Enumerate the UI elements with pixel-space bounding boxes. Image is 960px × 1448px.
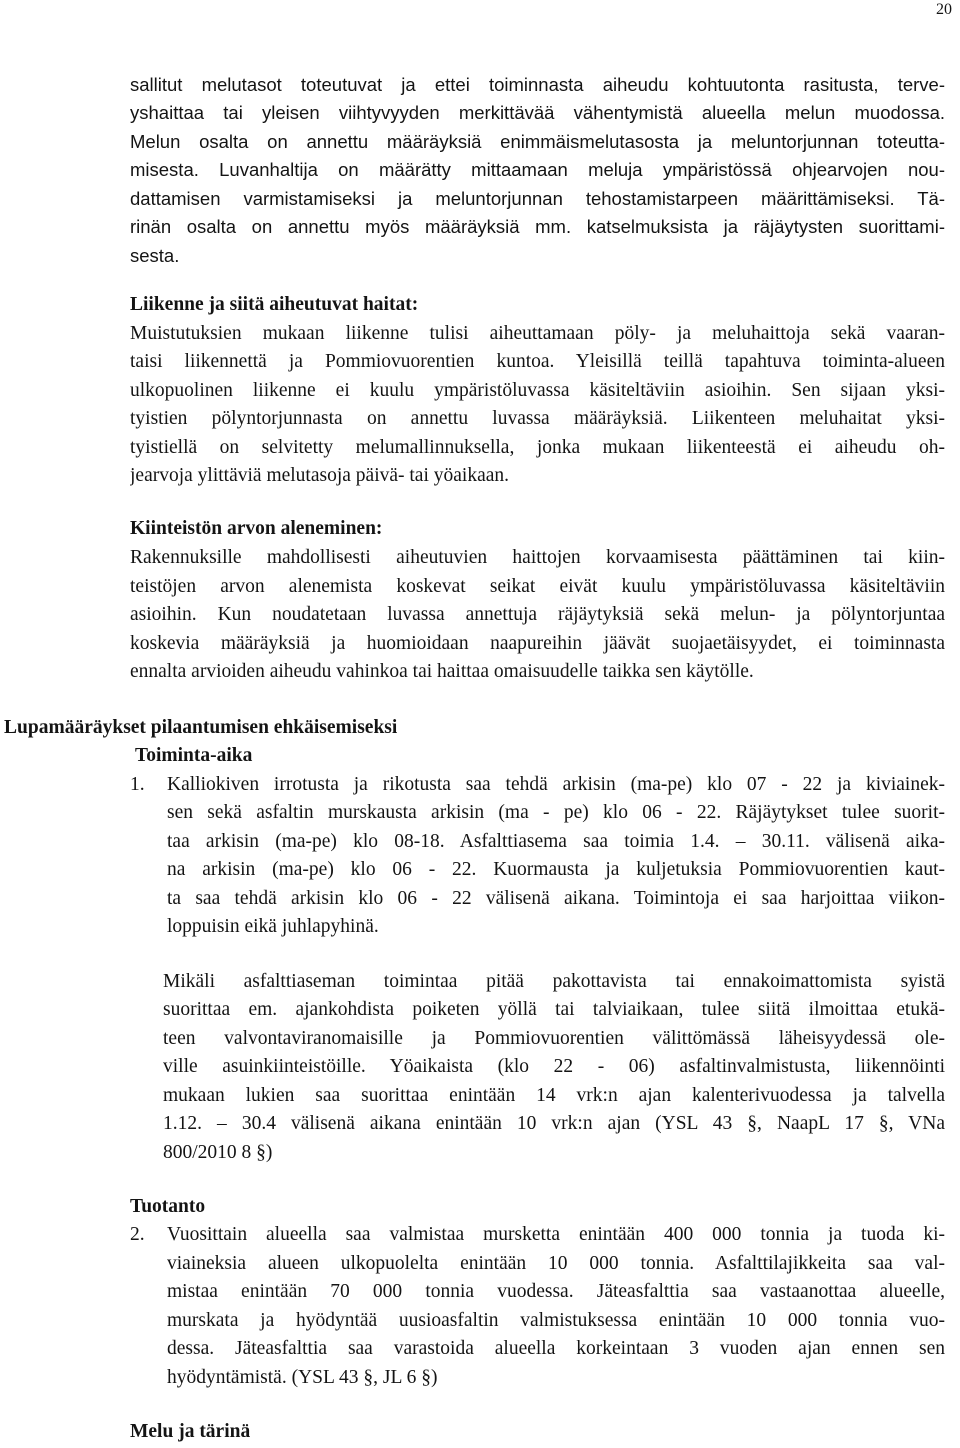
item-1-line: loppuisin eikä juhlapyhinä. — [167, 916, 379, 937]
traffic-line: tyistien pölyntorjunnasta on annettu luvassa määräyksiä. Liikenteen meluhaitat yksi- — [130, 408, 945, 429]
property-line: koskevia määräyksiä ja huomioidaan naapureihin jäävät suojaetäisyydet, ei toiminnasta — [130, 633, 945, 654]
item-1-line: ta saa tehdä arkisin klo 06 - 22 välisenä aikana. Toimintoja ei saa harjoittaa viikon- — [167, 888, 945, 909]
intro-line: sesta. — [130, 245, 180, 266]
item-number: 1. — [130, 774, 145, 795]
property-line: asioihin. Kun noudatetaan luvassa annettuja räjäytyksiä sekä melun- ja pölyntorjuntaa — [130, 604, 945, 625]
operating-time-heading: Toiminta-aika — [135, 745, 253, 766]
traffic-line: tyistiellä on selvitetty melumallinnuksella, jonka mukaan liikenteestä ei aiheudu oh- — [130, 437, 945, 458]
intro-line: yshaittaa tai yleisen viihtyvyyden merkittävää vähentymistä alueella melun muodossa. — [130, 102, 945, 123]
note-line: mukaan lukien saa suorittaa enintään 14 vrk:n ajan kalenterivuodessa ja talvella — [163, 1085, 945, 1106]
property-heading: Kiinteistön arvon aleneminen: — [130, 518, 383, 539]
item-1-line: sen sekä asfaltin murskausta arkisin (ma - pe) klo 06 - 22. Räjäytykset tulee suorit- — [167, 802, 945, 823]
traffic-line: ulkopuolinen liikenne ei kuulu ympäristöluvassa käsiteltäviin asioihin. Sen sijaan yksi- — [130, 380, 945, 401]
property-line: Rakennuksille mahdollisesti aiheutuvien haittojen korvaamisesta päättäminen tai kiin- — [130, 547, 945, 568]
item-2-line: murskata ja hyödyntää uusioasfaltin valmistuksessa enintään 10 000 tonnia vuo- — [167, 1310, 945, 1331]
intro-line: rinän osalta on annettu myös määräyksiä mm. katselmuksista ja räjäytysten suorittami- — [130, 216, 945, 237]
intro-line: sallitut melutasot toteutuvat ja ettei toiminnasta aiheudu kohtuutonta rasitusta, terve- — [130, 74, 945, 95]
note-line: teen valvontaviranomaisille ja Pommiovuorentien välittömässä läheisyydessä ole- — [163, 1028, 945, 1049]
permits-heading: Lupamääräykset pilaantumisen ehkäisemiseksi — [4, 717, 398, 738]
item-2-line: Vuosittain alueella saa valmistaa mursketta enintään 400 000 tonnia ja tuoda ki- — [167, 1224, 945, 1245]
page-number: 20 — [936, 1, 952, 18]
intro-line: dattamisen varmistamiseksi ja meluntorjunnan tehostamistarpeen määrittämiseksi. Tä- — [130, 188, 945, 209]
intro-line: misesta. Luvanhaltija on määrätty mittaamaan meluja ympäristössä ohjearvojen nou- — [130, 159, 945, 180]
noise-heading: Melu ja tärinä — [130, 1421, 251, 1442]
item-number: 2. — [130, 1224, 145, 1245]
note-line: 1.12. – 30.4 välisenä aikana enintään 10 vrk:n ajan (YSL 43 §, NaapL 17 §, VNa — [163, 1113, 945, 1134]
item-2-line: viaineksia alueen ulkopuolelta enintään 10 000 tonnia. Asfalttilajikkeita saa val- — [167, 1253, 945, 1274]
note-line: ville asuinkiinteistöille. Yöaikaista (klo 22 - 06) asfaltinvalmistusta, liikennöinti — [163, 1056, 945, 1077]
traffic-line: jearvoja ylittäviä melutasoja päivä- tai yöaikaan. — [130, 465, 510, 486]
item-2-line: mistaa enintään 70 000 tonnia vuodessa. Jäteasfalttia saa vastaanottaa alueelle, — [167, 1281, 945, 1302]
item-1-line: taa arkisin (ma-pe) klo 08-18. Asfalttiasema saa toimia 1.4. – 30.11. välisenä aika- — [167, 831, 945, 852]
traffic-line: taisi liikennettä ja Pommiovuorentien kuntoa. Yleisillä teillä tapahtuva toiminta-alueen — [130, 351, 945, 372]
traffic-heading: Liikenne ja siitä aiheutuvat haitat: — [130, 294, 419, 315]
note-line: suorittaa em. ajankohdista poiketen yöllä tai talviaikaan, tulee siitä ilmoittaa etukä- — [163, 999, 945, 1020]
item-2-line: hyödyntämistä. (YSL 43 §, JL 6 §) — [167, 1367, 438, 1388]
note-line: 800/2010 8 §) — [163, 1142, 273, 1163]
note-line: Mikäli asfalttiaseman toimintaa pitää pakottavista tai ennakoimattomista syistä — [163, 971, 945, 992]
intro-line: Melun osalta on annettu määräyksiä enimmäismelutasosta ja meluntorjunnan toteutta- — [130, 131, 945, 152]
property-line: teistöjen arvon alenemista koskevat seikat eivät kuulu ympäristöluvassa käsiteltäviin — [130, 576, 945, 597]
item-1-line: na arkisin (ma-pe) klo 06 - 22. Kuormausta ja kuljetuksia Pommiovuorentien kaut- — [167, 859, 945, 880]
item-2-line: dessa. Jäteasfalttia saa varastoida alueella korkeintaan 3 vuoden ajan ennen sen — [167, 1338, 945, 1359]
property-line: ennalta arvioiden aiheudu vahinkoa tai haittaa omaisuudelle taikka sen käytölle. — [130, 661, 754, 682]
traffic-line: Muistutuksien mukaan liikenne tulisi aiheuttamaan pöly- ja meluhaittoja sekä vaaran- — [130, 323, 945, 344]
production-heading: Tuotanto — [130, 1196, 206, 1217]
item-1-line: Kalliokiven irrotusta ja rikotusta saa tehdä arkisin (ma-pe) klo 07 - 22 ja kiviainek- — [167, 774, 945, 795]
